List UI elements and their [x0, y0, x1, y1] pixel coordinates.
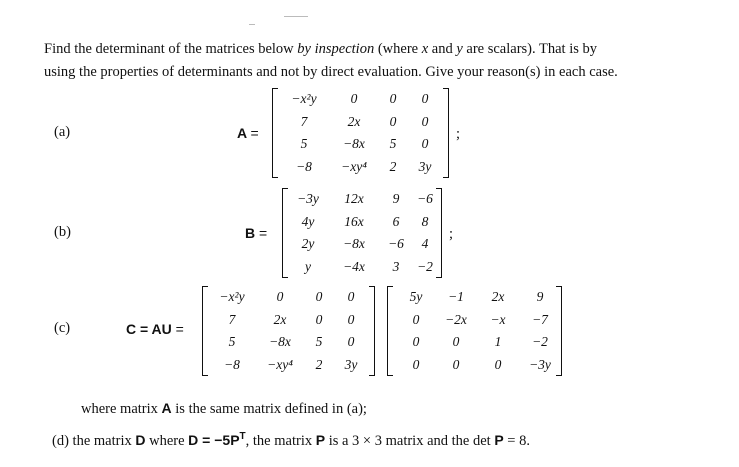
matrix-entry: −6 — [388, 236, 404, 252]
matrix-entry: 3 — [392, 258, 400, 274]
matrix-b-semicolon: ; — [449, 226, 454, 242]
matrix-entry: 0 — [347, 334, 355, 350]
matrix-entry: 2 — [315, 356, 323, 372]
matrix-entry: 6 — [392, 213, 400, 229]
part-c-label: (c) — [54, 320, 71, 336]
matrix-entry: 0 — [315, 311, 323, 327]
matrix-entry: 8 — [421, 213, 429, 229]
matrix-a-left-bracket — [272, 88, 278, 178]
matrix-entry: −8x — [343, 236, 365, 252]
matrix-entry: 2x — [347, 113, 361, 129]
matrix-entry: −6 — [417, 191, 433, 207]
matrix-entry: 12x — [344, 191, 364, 207]
matrix-b — [289, 188, 439, 278]
matrix-entry: 5y — [409, 289, 423, 305]
matrix-entry: 0 — [421, 113, 429, 129]
matrix-entry: −8x — [269, 334, 291, 350]
matrix-entry: −xy⁴ — [341, 158, 367, 174]
intro-line-2: using the properties of determinants and not by direct evaluation. Give your reason(s) in each case. — [44, 64, 618, 80]
matrix-entry: 0 — [389, 113, 397, 129]
matrix-entry: −1 — [448, 289, 464, 305]
matrix-entry: 7 — [300, 113, 308, 129]
matrix-b-right-bracket — [436, 188, 442, 278]
scan-mark — [284, 16, 308, 17]
matrix-entry: 0 — [421, 136, 429, 152]
matrix-entry: y — [305, 258, 311, 274]
matrix-entry: −7 — [532, 311, 548, 327]
matrix-entry: 9 — [392, 191, 400, 207]
matrix-entry: 0 — [412, 356, 420, 372]
part-a-label: (a) — [54, 124, 71, 140]
matrix-b-name: B = — [245, 225, 268, 241]
matrix-entry: 0 — [421, 91, 429, 107]
matrix-entry: −3y — [297, 191, 319, 207]
matrix-entry: 2 — [389, 158, 397, 174]
matrix-entry: 0 — [389, 91, 397, 107]
matrix-entry: 5 — [300, 136, 308, 152]
part-b-label: (b) — [54, 224, 71, 240]
matrix-b-left-bracket — [282, 188, 288, 278]
matrix-entry: −2x — [445, 311, 467, 327]
matrix-entry: −2 — [532, 334, 548, 350]
part-c-note: where matrix A is the same matrix defined in (a); — [81, 400, 367, 417]
matrix-a — [279, 88, 443, 178]
matrix-entry: 0 — [452, 334, 460, 350]
matrix-a-name: A = — [237, 125, 259, 141]
matrix-entry: 0 — [276, 289, 284, 305]
matrix-entry: −8 — [296, 158, 312, 174]
matrix-entry: −8x — [343, 136, 365, 152]
matrix-entry: 0 — [494, 356, 502, 372]
matrix-entry: 4y — [301, 213, 315, 229]
matrix-c-right — [396, 286, 560, 376]
matrix-entry: 5 — [315, 334, 323, 350]
matrix-a-right-bracket — [443, 88, 449, 178]
matrix-c-left-right-bracket — [369, 286, 375, 376]
matrix-entry: 0 — [412, 311, 420, 327]
matrix-entry: 0 — [347, 311, 355, 327]
matrix-entry: 2y — [301, 236, 315, 252]
matrix-entry: 0 — [347, 289, 355, 305]
matrix-entry: −3y — [529, 356, 551, 372]
matrix-entry: 5 — [389, 136, 397, 152]
matrix-entry: −xy⁴ — [267, 356, 293, 372]
matrix-c-left-bracket — [202, 286, 208, 376]
matrix-entry: 3y — [344, 356, 358, 372]
matrix-entry: 4 — [421, 236, 429, 252]
part-d-line: (d) the matrix D where $D = -5P^T$, the matrix P is a 3 × 3 matrix and the det P = 8. — [52, 431, 530, 449]
matrix-entry: 0 — [452, 356, 460, 372]
matrix-c-left — [209, 286, 369, 376]
matrix-entry: 2x — [273, 311, 287, 327]
intro-line-1: Find the determinant of the matrices below by inspection (where x and y are scalars). That is by — [44, 41, 597, 57]
matrix-a-semicolon: ; — [456, 126, 461, 142]
matrix-entry: −8 — [224, 356, 240, 372]
matrix-entry: 1 — [494, 334, 502, 350]
matrix-entry: −x²y — [291, 91, 317, 107]
matrix-entry: 2x — [491, 289, 505, 305]
matrix-entry: −4x — [343, 258, 365, 274]
matrix-entry: 0 — [412, 334, 420, 350]
matrix-entry: −x — [490, 311, 506, 327]
matrix-c-right-right-bracket — [556, 286, 562, 376]
scan-mark — [249, 24, 255, 25]
matrix-entry: 3y — [418, 158, 432, 174]
matrix-entry: 9 — [536, 289, 544, 305]
matrix-entry: −x²y — [219, 289, 245, 305]
matrix-entry: 16x — [344, 213, 364, 229]
matrix-c-name: C = AU = — [126, 321, 184, 337]
matrix-entry: 0 — [350, 91, 358, 107]
matrix-entry: −2 — [417, 258, 433, 274]
matrix-entry: 5 — [228, 334, 236, 350]
matrix-entry: 0 — [315, 289, 323, 305]
matrix-c-right-left-bracket — [387, 286, 393, 376]
matrix-entry: 7 — [228, 311, 236, 327]
